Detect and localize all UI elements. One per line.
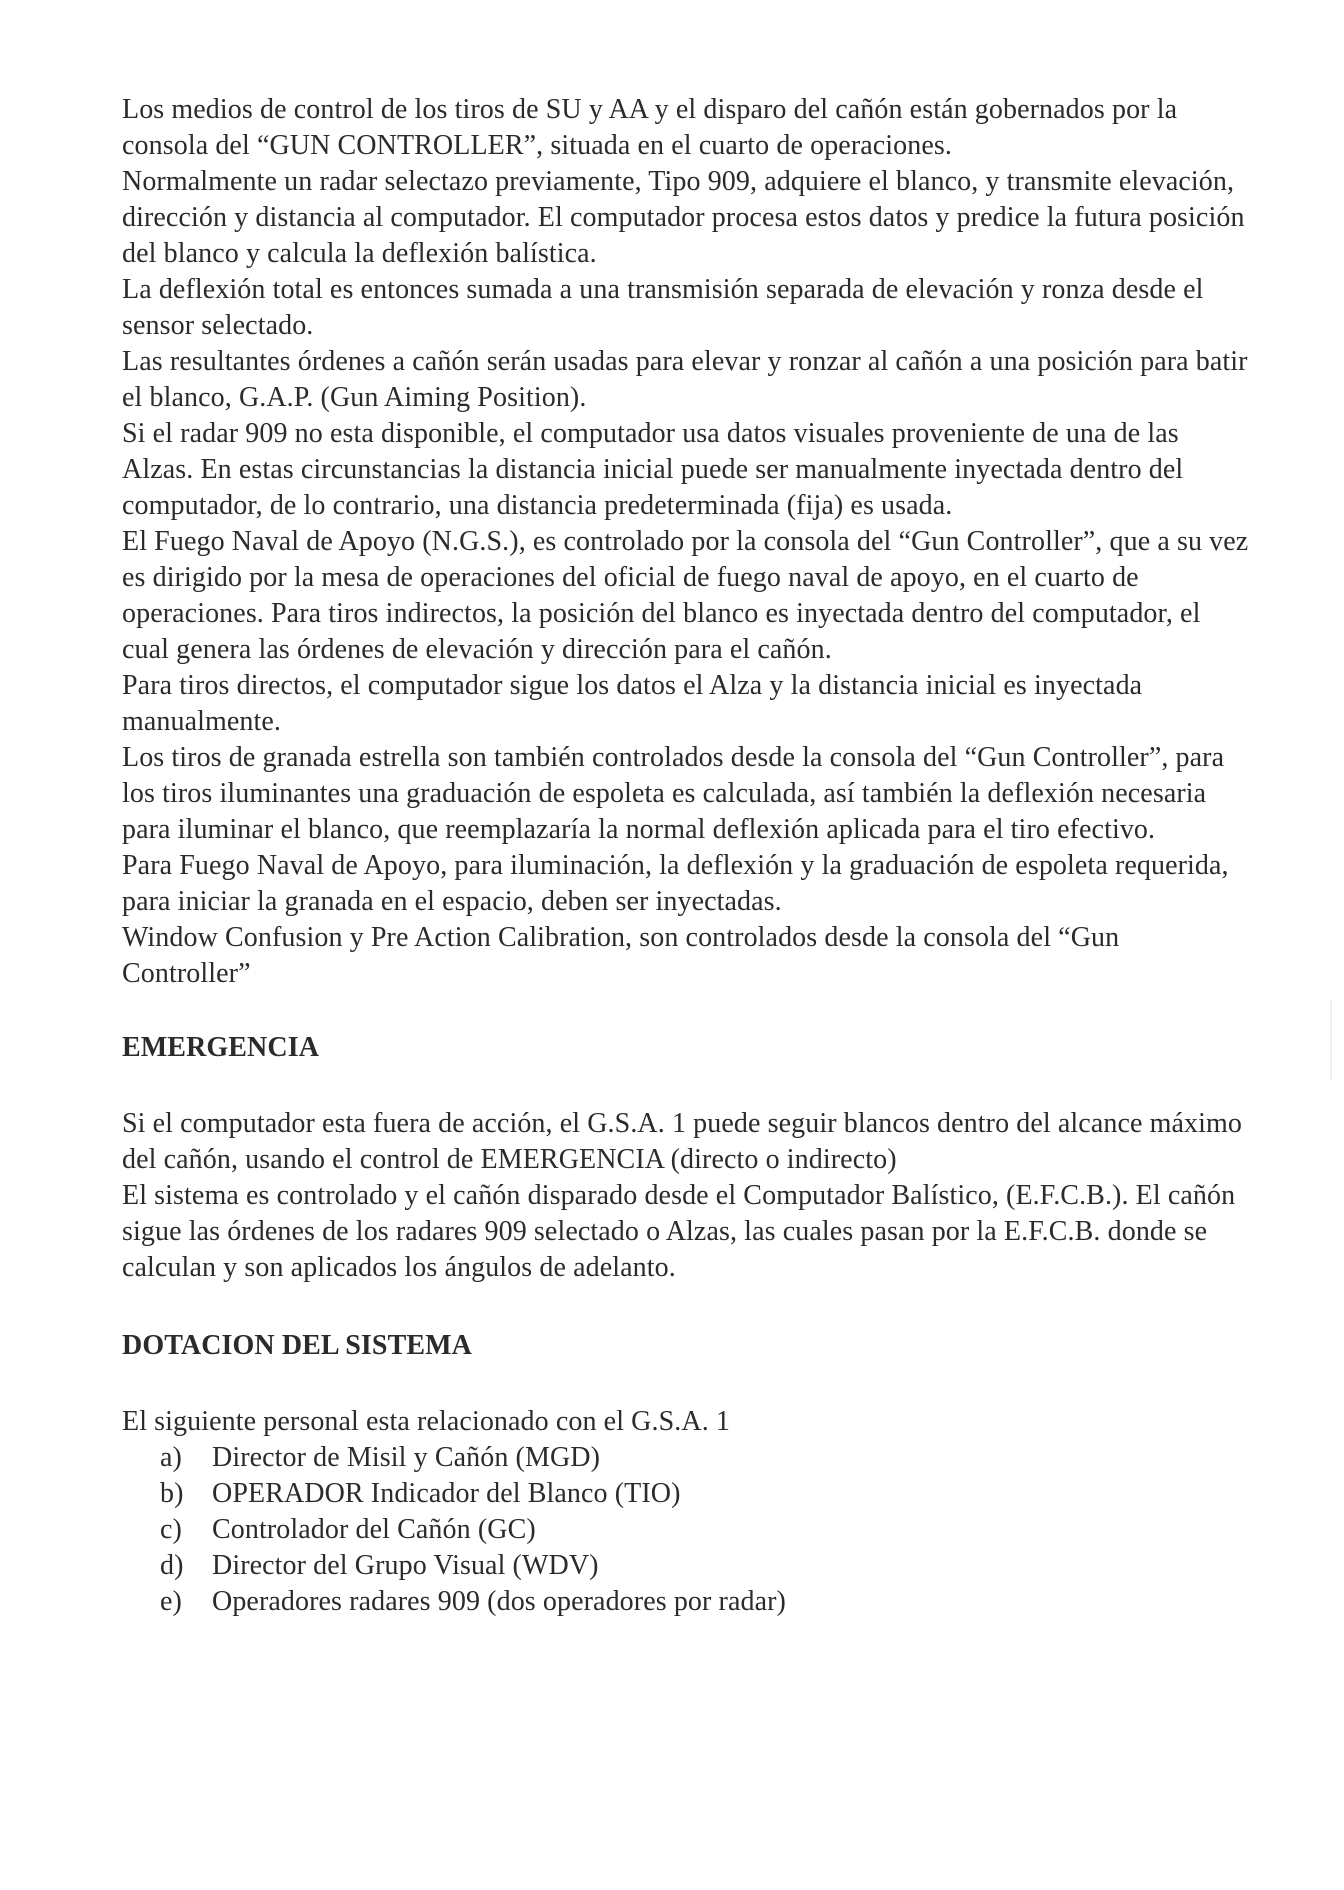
list-marker: e) <box>160 1586 182 1617</box>
paragraph-illumination: Para Fuego Naval de Apoyo, para iluminación, la deflexión y la graduación de espoleta requerida, para iniciar la granada en el espacio, deben ser inyectadas. <box>122 850 1229 917</box>
paragraph-total-deflection: La deflexión total es entonces sumada a una transmisión separada de elevación y ronza desde el sensor selectado. <box>122 274 1204 341</box>
body-text <box>122 92 1252 992</box>
paragraph-direct-fire: Para tiros directos, el computador sigue los datos el Alza y la distancia inicial es inyectada manualmente. <box>122 670 1143 737</box>
staff-list <box>122 1440 1252 1620</box>
paragraph-window-confusion: Window Confusion y Pre Action Calibration, son controlados desde la consola del “Gun Controller” <box>122 922 1120 989</box>
paragraph-star-shell: Los tiros de granada estrella son también controlados desde la consola del “Gun Controller”, para los tiros iluminantes una graduación de espoleta es calculada, así también la deflexión necesaria para iluminar el blanco, que reemplazaría la normal deflexión aplicada para el tiro efectivo. <box>122 742 1225 845</box>
list-marker: b) <box>160 1478 184 1509</box>
paragraph-naval-gunfire: El Fuego Naval de Apoyo (N.G.S.), es controlado por la consola del “Gun Controller”, que a su vez es dirigido por la mesa de operaciones del oficial de fuego naval de apoyo, en el cuarto de operaciones. Para tiros indirectos, la posición del blanco es inyectada dentro del computador, el cual genera las órdenes de elevación y dirección para el cañón. <box>122 526 1249 665</box>
list-marker: a) <box>160 1442 182 1473</box>
paragraph-radar-909: Normalmente un radar selectazo previamente, Tipo 909, adquiere el blanco, y transmite elevación, dirección y distancia al computador. El computador procesa estos datos y predice la futura posición del blanco y calcula la deflexión balística. <box>122 166 1245 269</box>
list-item-text: Controlador del Cañón (GC) <box>212 1514 536 1545</box>
paragraph-gun-controller: Los medios de control de los tiros de SU y AA y el disparo del cañón están gobernados por la consola del “GUN CONTROLLER”, situada en el cuarto de operaciones. <box>122 94 1178 161</box>
list-item <box>122 1584 1252 1620</box>
document-page <box>122 92 1252 1620</box>
list-item-text: Operadores radares 909 (dos operadores por radar) <box>212 1586 786 1617</box>
heading-dotacion: DOTACION DEL SISTEMA <box>122 1330 473 1361</box>
list-item-text: Director de Misil y Cañón (MGD) <box>212 1442 601 1473</box>
paragraph-emergency-control: El sistema es controlado y el cañón disparado desde el Computador Balístico, (E.F.C.B.). El cañón sigue las órdenes de los radares 909 selectado o Alzas, las cuales pasan por la E.F.C.B. donde se calculan y son aplicados los ángulos de adelanto. <box>122 1180 1236 1283</box>
list-item-text: OPERADOR Indicador del Blanco (TIO) <box>212 1478 681 1509</box>
list-item <box>122 1548 1252 1584</box>
list-item <box>122 1440 1252 1476</box>
paragraph-radar-unavailable: Si el radar 909 no esta disponible, el computador usa datos visuales proveniente de una de las Alzas. En estas circunstancias la distancia inicial puede ser manualmente inyectada dentro del computador, de lo contrario, una distancia predeterminada (fija) es usada. <box>122 418 1184 521</box>
heading-emergencia: EMERGENCIA <box>122 1032 320 1063</box>
emergency-section <box>122 1106 1252 1286</box>
list-item <box>122 1512 1252 1548</box>
paragraph-staff-intro: El siguiente personal esta relacionado con el G.S.A. 1 <box>122 1406 731 1437</box>
paragraph-emergency-mode: Si el computador esta fuera de acción, el G.S.A. 1 puede seguir blancos dentro del alcance máximo del cañón, usando el control de EMERGENCIA (directo o indirecto) <box>122 1108 1242 1175</box>
list-item <box>122 1476 1252 1512</box>
paragraph-gun-orders: Las resultantes órdenes a cañón serán usadas para elevar y ronzar al cañón a una posición para batir el blanco, G.A.P. (Gun Aiming Position). <box>122 346 1248 413</box>
list-marker: d) <box>160 1550 184 1581</box>
scan-margin-mark <box>1330 1000 1332 1080</box>
list-marker: c) <box>160 1514 182 1545</box>
list-item-text: Director del Grupo Visual (WDV) <box>212 1550 599 1581</box>
